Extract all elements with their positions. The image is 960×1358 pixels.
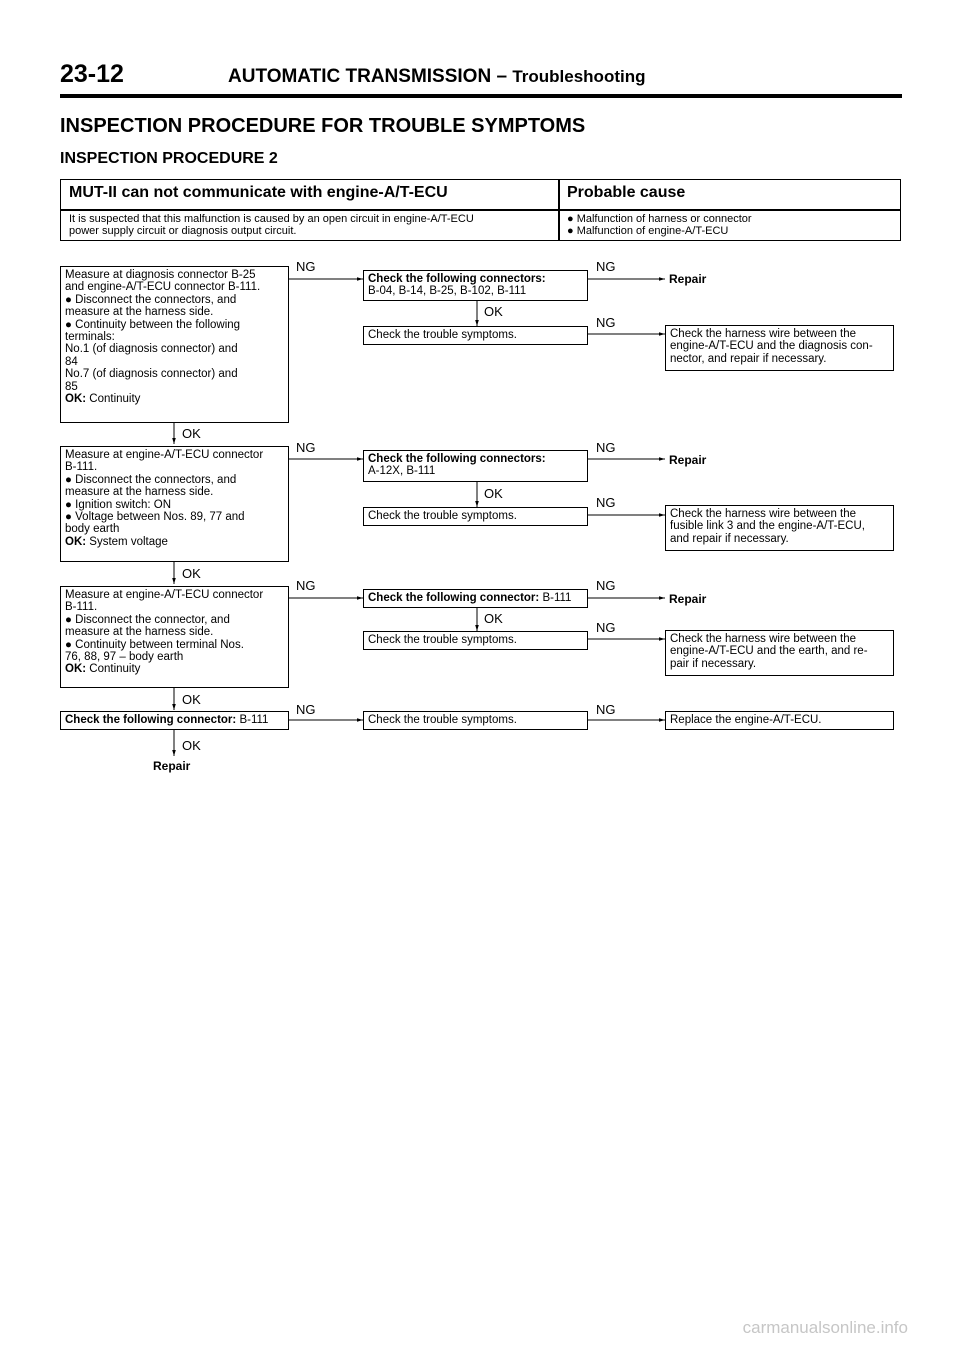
page-heading: INSPECTION PROCEDURE FOR TROUBLE SYMPTOMS — [60, 115, 586, 137]
ok-criterion-label: OK: — [65, 663, 87, 676]
step1-measure-box — [60, 266, 289, 423]
ok-label: OK — [484, 486, 503, 501]
step-line: 85 — [65, 380, 78, 393]
header-dash: – — [496, 66, 508, 87]
step1-symptom-check-box: Check the trouble symptoms. — [363, 326, 588, 345]
ok-criterion-value: Continuity — [89, 393, 141, 406]
step-line: ● Voltage between Nos. 89, 77 and — [65, 511, 245, 524]
result-line: pair if necessary. — [670, 657, 757, 670]
ng-label: NG — [296, 440, 316, 455]
repair-label: Repair — [669, 453, 707, 467]
connector-list: B-111 — [239, 714, 269, 726]
ok-criterion-value: System voltage — [89, 535, 168, 548]
step-line: Measure at engine-A/T-ECU connector — [65, 449, 264, 461]
ng-label: NG — [596, 259, 616, 274]
description-line: It is suspected that this malfunction is caused by an open circuit in engine-A/T-ECU — [69, 213, 474, 225]
step2-connector-check-box — [363, 450, 588, 482]
result-line: Check the harness wire between the — [670, 508, 857, 520]
step-line: 76, 88, 97 – body earth — [65, 651, 184, 664]
step-line: B-111. — [65, 601, 98, 614]
ok-label: OK — [182, 692, 201, 707]
ng-label: NG — [296, 578, 316, 593]
final-repair-label: Repair — [153, 759, 191, 773]
step-line: ● Continuity between terminal Nos. — [65, 638, 244, 651]
step4-symptom-check-box: Check the trouble symptoms. — [363, 711, 588, 730]
description-line: power supply circuit or diagnosis output circuit. — [69, 225, 297, 237]
step1-connector-check-box — [363, 270, 588, 301]
cause-title: Probable cause — [567, 184, 686, 201]
watermark: carmanualsonline.info — [742, 1318, 908, 1337]
step-line: measure at the harness side. — [65, 626, 214, 639]
step-line: measure at the harness side. — [65, 486, 214, 499]
connector-list: A-12X, B-111 — [368, 465, 436, 478]
step2-harness-check-box — [665, 505, 894, 551]
ok-label: OK — [182, 738, 201, 753]
ok-criterion-label: OK: — [65, 393, 87, 406]
section-title: AUTOMATIC TRANSMISSION — [228, 66, 492, 87]
step-line: body earth — [65, 523, 120, 536]
step-line: measure at the harness side. — [65, 306, 214, 319]
page-number: 23-12 — [60, 60, 124, 88]
step2-measure-box — [60, 446, 289, 562]
result-line: nector, and repair if necessary. — [670, 352, 827, 365]
step-line: 84 — [65, 355, 78, 368]
ok-criterion-label: OK: — [65, 535, 87, 548]
step-line: ● Continuity between the following — [65, 318, 241, 331]
result-line: engine-A/T-ECU and the earth, and re- — [670, 645, 868, 658]
ng-label: NG — [596, 315, 616, 330]
ng-label: NG — [296, 702, 316, 717]
ok-label: OK — [484, 304, 503, 319]
connector-list: B-04, B-14, B-25, B-102, B-111 — [368, 285, 527, 298]
cause-item: ● Malfunction of engine-A/T-ECU — [567, 225, 729, 237]
step2-symptom-check-box: Check the trouble symptoms. — [363, 507, 588, 526]
step-line: ● Disconnect the connector, and — [65, 613, 230, 626]
check-title: Check the following connectors: — [368, 453, 546, 465]
repair-label: Repair — [669, 272, 707, 286]
step3-harness-check-box — [665, 630, 894, 676]
check-title: Check the following connectors: — [368, 273, 546, 285]
ng-label: NG — [596, 702, 616, 717]
ok-label: OK — [182, 426, 201, 441]
ng-label: NG — [296, 259, 316, 274]
check-title: Check the following connector: — [65, 714, 237, 726]
step1-harness-check-box — [665, 325, 894, 371]
step-line: No.7 (of diagnosis connector) and — [65, 368, 238, 381]
ng-label: NG — [596, 440, 616, 455]
ng-label: NG — [596, 578, 616, 593]
cause-item: ● Malfunction of harness or connector — [567, 213, 752, 225]
step-line: ● Ignition switch: ON — [65, 498, 172, 511]
step-line: and engine-A/T-ECU connector B-111. — [65, 281, 261, 294]
ng-label: NG — [596, 495, 616, 510]
procedure-subheading: INSPECTION PROCEDURE 2 — [60, 150, 278, 167]
result-line: Check the harness wire between the — [670, 633, 857, 645]
step-line: No.1 (of diagnosis connector) and — [65, 343, 238, 356]
step-line: B-111. — [65, 461, 98, 474]
step4-replace-ecu-box: Replace the engine-A/T-ECU. — [665, 711, 894, 730]
connector-list: B-111 — [542, 592, 572, 604]
step-line: ● Disconnect the connectors, and — [65, 293, 237, 306]
step-line: terminals: — [65, 331, 115, 344]
step-line: Measure at engine-A/T-ECU connector — [65, 589, 264, 601]
step4-connector-check-box — [60, 711, 289, 730]
result-line: fusible link 3 and the engine-A/T-ECU, — [670, 520, 865, 533]
result-line: engine-A/T-ECU and the diagnosis con- — [670, 340, 873, 353]
step3-symptom-check-box: Check the trouble symptoms. — [363, 631, 588, 650]
ng-label: NG — [596, 620, 616, 635]
result-line: and repair if necessary. — [670, 532, 789, 545]
step-line: Measure at diagnosis connector B-25 — [65, 269, 256, 281]
step3-measure-box — [60, 586, 289, 688]
subsection-title: Troubleshooting — [512, 67, 646, 86]
symptom-title: MUT-II can not communicate with engine-A/T-ECU — [69, 184, 448, 201]
step-line: ● Disconnect the connectors, and — [65, 473, 237, 486]
check-title: Check the following connector: — [368, 592, 540, 604]
ok-label: OK — [182, 566, 201, 581]
ok-criterion-value: Continuity — [89, 663, 141, 676]
ok-label: OK — [484, 611, 503, 626]
result-line: Check the harness wire between the — [670, 328, 857, 340]
repair-label: Repair — [669, 592, 707, 606]
step3-connector-check-box — [363, 589, 588, 608]
